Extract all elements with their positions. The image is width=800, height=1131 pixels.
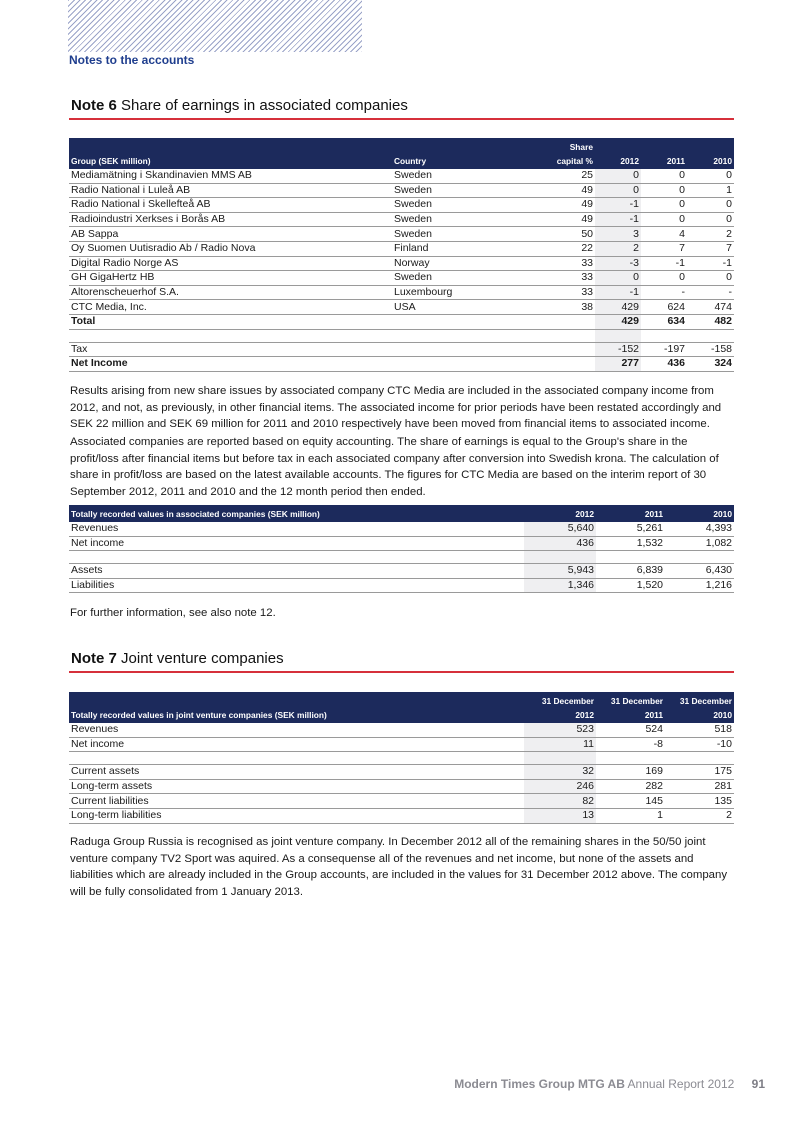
- page-footer: [454, 1077, 765, 1091]
- table-header-row: [69, 138, 734, 169]
- table-header-row: [69, 505, 734, 522]
- table-row: Radioindustri Xerkses i Borås AB Sweden 49 -1 0 0: [71, 213, 732, 226]
- note6-number: Note 6: [71, 97, 117, 114]
- associated-values-table: [69, 505, 734, 593]
- col-group-header: Group (SEK million): [69, 138, 392, 169]
- footer-report: Annual Report 2012: [627, 1077, 735, 1091]
- col-2011-header: 2011: [596, 505, 665, 522]
- note6-divider: [69, 118, 734, 120]
- note6-paragraph-1: Results arising from new share issues by associated company CTC Media are included in the associated company income from 2012, and not, as previously, in other financial items. The associated income for prior periods have been restated accordingly and SEK 22 million and SEK 69 million for 2011 and 2010 respectively have been moved from financial items to associated income.: [70, 385, 722, 430]
- note7-title: Joint venture companies: [121, 650, 284, 667]
- tax-row: Tax -152 -197 -158: [71, 342, 732, 355]
- col-2011-header: 31 December 2011: [596, 692, 665, 723]
- table-row: Net income 11 -8 -10: [71, 737, 732, 750]
- section-label: Notes to the accounts: [69, 53, 195, 67]
- col-2011-header: 2011: [641, 138, 687, 169]
- page-number: 91: [751, 1077, 765, 1091]
- col-2010-header: 2010: [665, 505, 734, 522]
- col-2010-header: 2010: [687, 138, 734, 169]
- table-row: GH GigaHertz HB Sweden 33 0 0 0: [71, 271, 732, 284]
- table-row: Current assets 32 169 175: [71, 765, 732, 778]
- footer-company: Modern Times Group MTG AB: [454, 1077, 625, 1091]
- table-row: Long-term liabilities 13 1 2: [71, 809, 732, 822]
- table-row: Revenues 523 524 518: [71, 723, 732, 736]
- note6-title: Share of earnings in associated companies: [121, 97, 408, 114]
- col-label-header: Totally recorded values in joint venture companies (SEK million): [69, 692, 524, 723]
- table-header-row: [69, 692, 734, 723]
- note7-heading: [71, 650, 284, 667]
- note6-paragraph-2: Associated companies are reported based on equity accounting. The share of earnings is equal to the Group's share in the profit/loss after financial items but before tax in each associated company after conversion into Swedish krona. The calculation of share in profit/loss are based on the latest available accounts. The figures for CTC Media are based on the interim report of 30 September 2012, 2011 and 2010 and the 12 month period then ended.: [70, 436, 719, 498]
- spacer-row: [69, 329, 734, 342]
- header-hatch-pattern: [68, 0, 362, 52]
- table-row: CTC Media, Inc. USA 38 429 624 474: [71, 300, 732, 313]
- col-country-header: Country: [392, 138, 491, 169]
- spacer-row: [69, 752, 734, 765]
- table-row: Digital Radio Norge AS Norway 33 -3 -1 -1: [71, 256, 732, 269]
- table-row: AB Sappa Sweden 50 3 4 2: [71, 227, 732, 240]
- col-share-header: Share capital %: [491, 138, 595, 169]
- table-row: Radio National i Luleå AB Sweden 49 0 0 1: [71, 183, 732, 196]
- table-row: Liabilities 1,346 1,520 1,216: [71, 579, 732, 592]
- table-row: Net income 436 1,532 1,082: [71, 536, 732, 549]
- table-row: Long-term assets 246 282 281: [71, 780, 732, 793]
- table-row: Oy Suomen Uutisradio Ab / Radio Nova Finland 22 2 7 7: [71, 242, 732, 255]
- table-row: Radio National i Skellefteå AB Sweden 49 -1 0 0: [71, 198, 732, 211]
- note7-number: Note 7: [71, 650, 117, 667]
- table-row: Altorenscheuerhof S.A. Luxembourg 33 -1 - -: [71, 286, 732, 299]
- note6-paragraph-3: For further information, see also note 12.: [70, 607, 276, 619]
- note7-divider: [69, 671, 734, 673]
- col-2012-header: 31 December 2012: [524, 692, 596, 723]
- col-2010-header: 31 December 2010: [665, 692, 734, 723]
- joint-venture-table: [69, 692, 734, 824]
- table-row: Mediamätning i Skandinavien MMS AB Sweden 25 0 0 0: [71, 169, 732, 182]
- col-2012-header: 2012: [524, 505, 596, 522]
- associated-earnings-table: [69, 138, 734, 372]
- col-2012-header: 2012: [595, 138, 641, 169]
- net-income-row: Net Income 277 436 324: [71, 357, 732, 370]
- table-row: Assets 5,943 6,839 6,430: [71, 564, 732, 577]
- spacer-row: [69, 551, 734, 564]
- col-label-header: Totally recorded values in associated companies (SEK million): [69, 505, 524, 522]
- table-row: Revenues 5,640 5,261 4,393: [71, 522, 732, 535]
- note7-paragraph-1: Raduga Group Russia is recognised as joint venture company. In December 2012 all of the remaining shares in the 50/50 joint venture company TV2 Sport was aquired. As a consequense all of the revenues and net income, but none of the assets and liabilities which are already included in the Group accounts, are included in the values for 31 December 2012 above. The company will be fully consolidated from 1 January 2013.: [70, 836, 728, 898]
- table-row: Current liabilities 82 145 135: [71, 794, 732, 807]
- total-row: Total 429 634 482: [71, 315, 732, 328]
- note6-heading: [71, 97, 408, 114]
